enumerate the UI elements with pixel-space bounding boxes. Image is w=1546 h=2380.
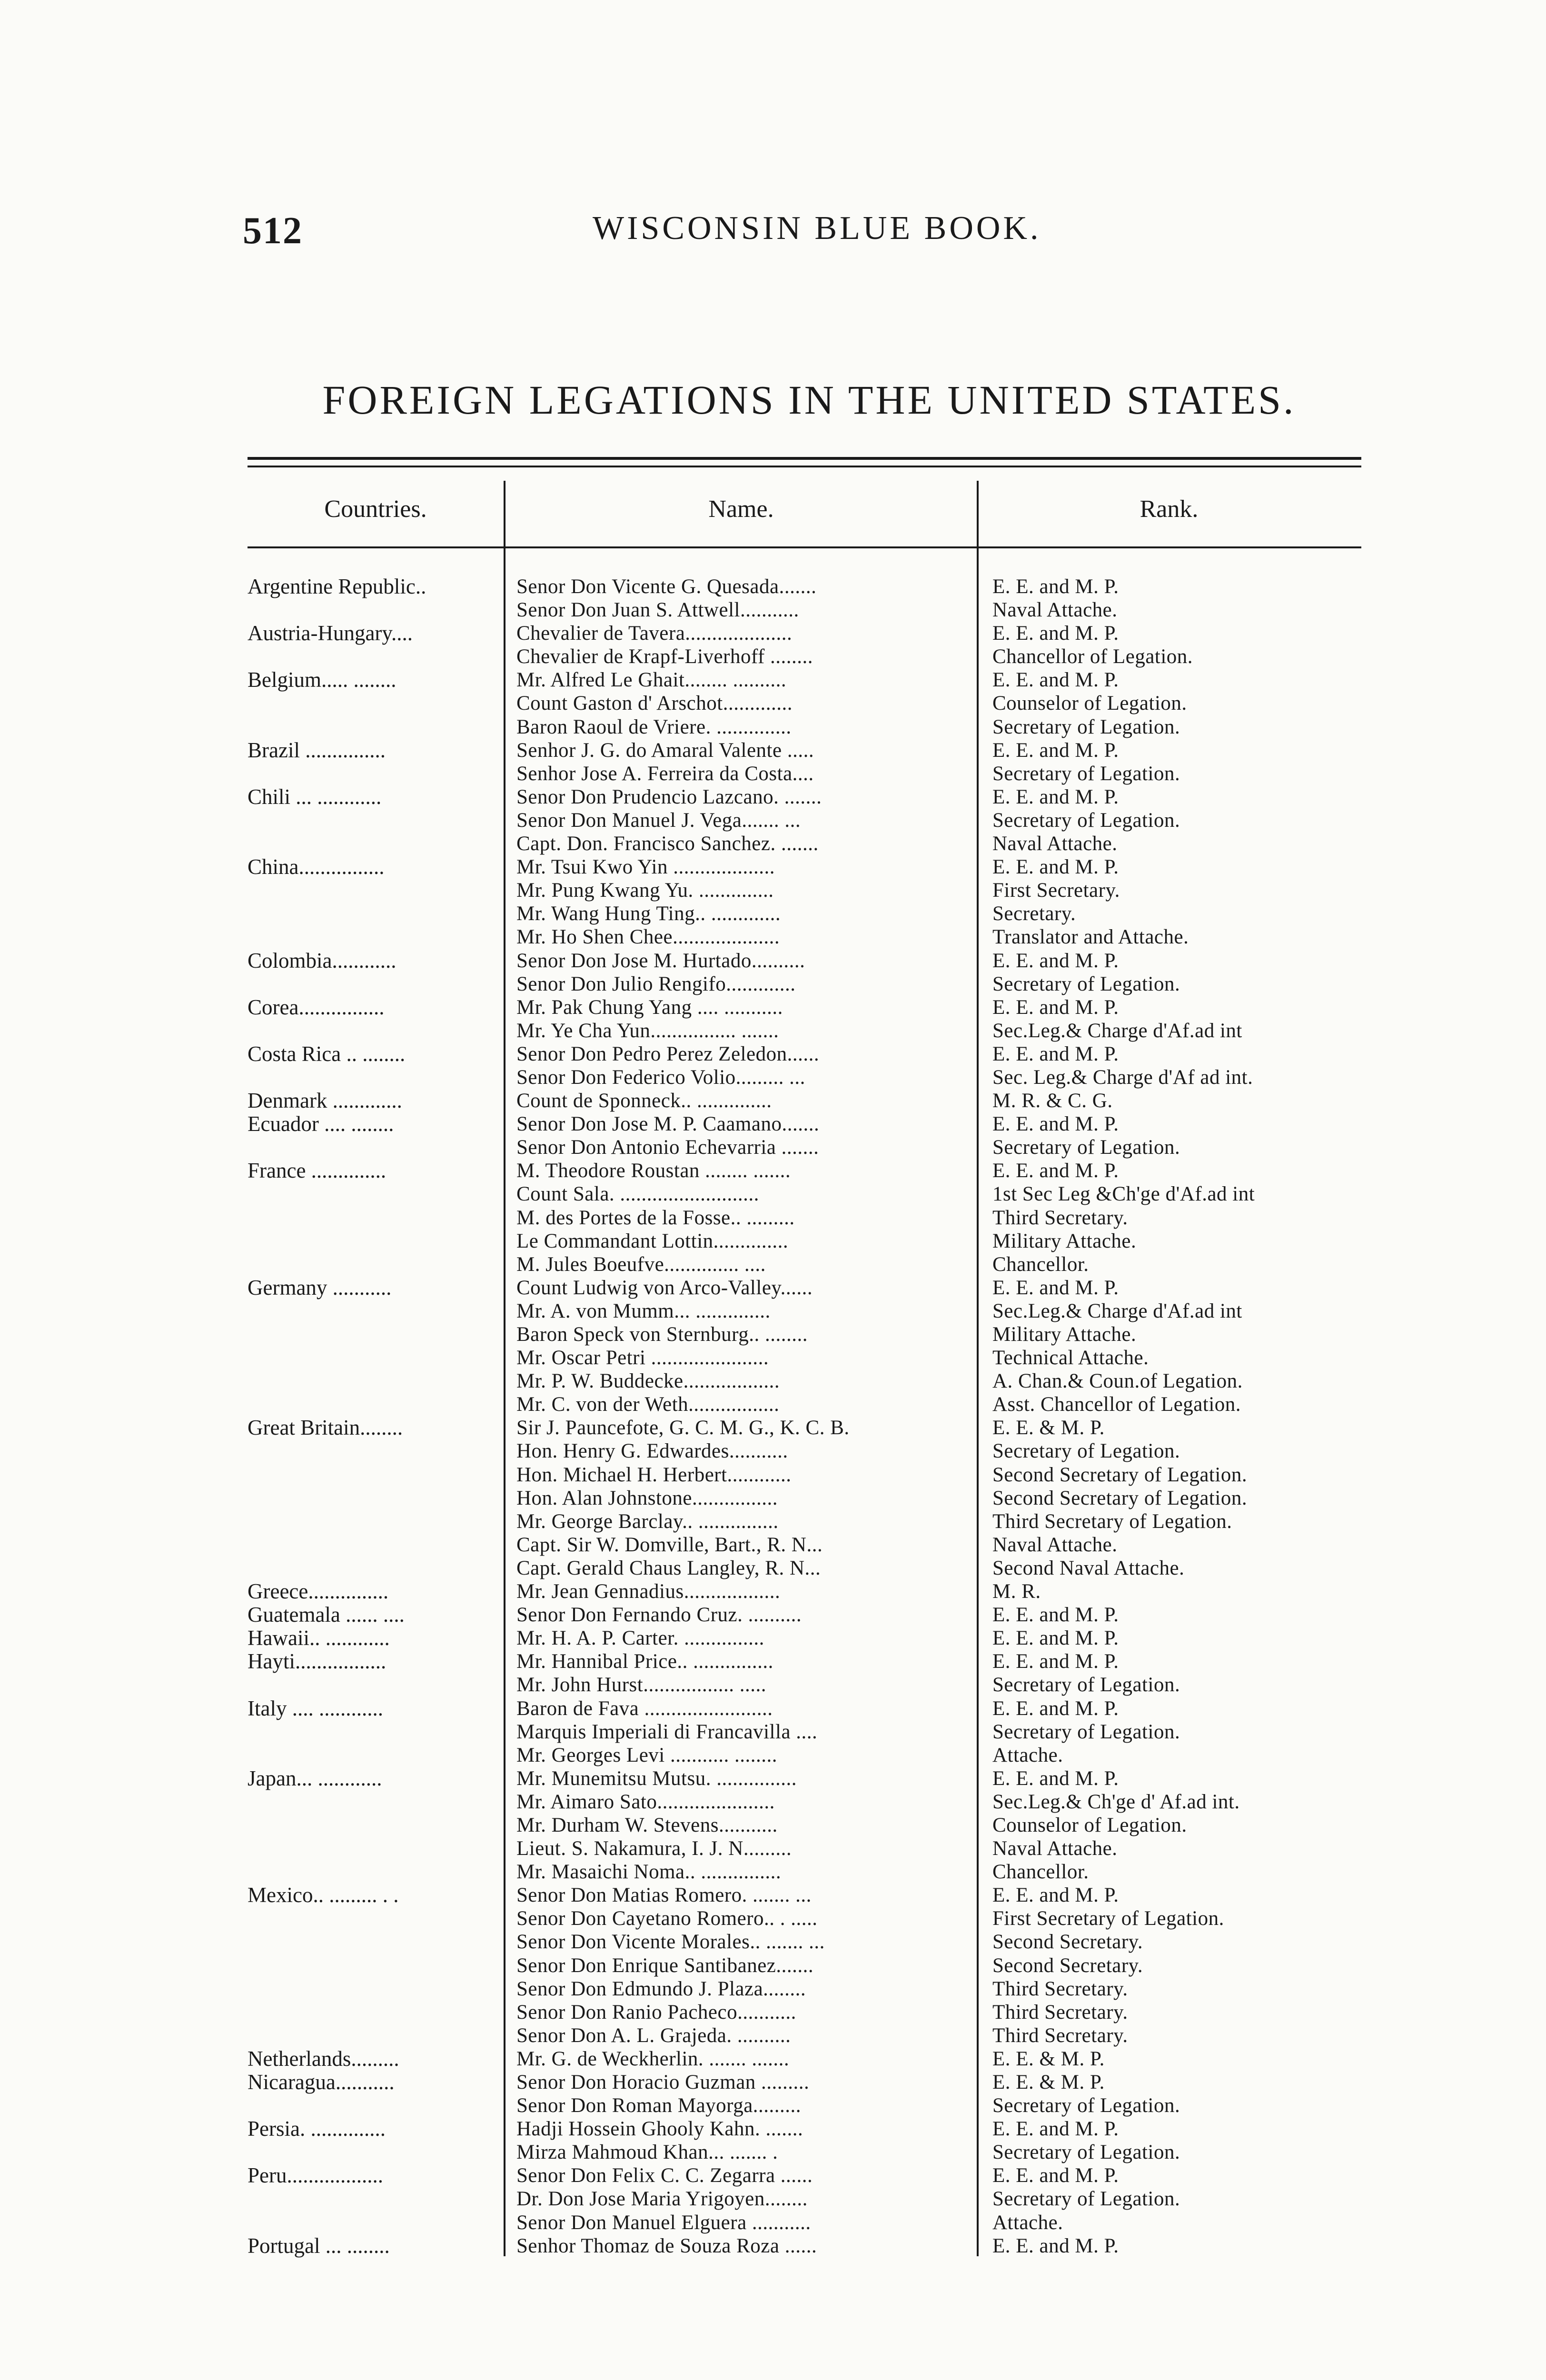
country-cell: [248, 1393, 500, 1416]
rank-cell: E. E. and M. P.: [992, 856, 1119, 879]
table-row: [248, 1977, 1366, 2001]
rank-cell: Secretary of Legation.: [992, 1720, 1180, 1743]
table-row: [248, 1673, 1366, 1696]
legations-table: [248, 575, 1366, 2258]
country-cell: [248, 2094, 500, 2117]
rank-cell: E. E. and M. P.: [992, 1113, 1119, 1136]
country-cell: [248, 972, 500, 996]
country-cell: [248, 1744, 500, 1767]
country-cell: [248, 1837, 500, 1860]
rank-cell: First Secretary.: [992, 879, 1120, 902]
country-cell: [248, 1673, 500, 1696]
table-row: [248, 949, 1366, 972]
country-cell: [248, 1463, 500, 1487]
country-cell: [248, 1954, 500, 1977]
country-cell: [248, 692, 500, 715]
name-cell: Mr. Oscar Petri ......................: [516, 1347, 769, 1369]
country-cell: Argentine Republic..: [248, 575, 426, 598]
name-cell: Mr. Pung Kwang Yu. ..............: [516, 879, 774, 902]
rank-cell: Secretary of Legation.: [992, 2188, 1180, 2211]
country-cell: [248, 1977, 500, 2001]
rank-cell: E. E. and M. P.: [992, 1697, 1119, 1720]
name-cell: Baron Speck von Sternburg.. ........: [516, 1323, 808, 1346]
country-cell: [248, 2024, 500, 2047]
name-cell: Senhor J. G. do Amaral Valente .....: [516, 739, 814, 762]
country-cell: Hawaii.. ............: [248, 1626, 390, 1650]
rank-cell: Naval Attache.: [992, 1837, 1118, 1860]
rank-cell: Naval Attache.: [992, 833, 1118, 855]
table-row: [248, 2071, 1366, 2094]
rank-cell: Third Secretary.: [992, 1206, 1128, 1229]
country-cell: Costa Rica .. ........: [248, 1042, 406, 1066]
table-row: [248, 1626, 1366, 1650]
rank-cell: Secretary of Legation.: [992, 1674, 1180, 1696]
rank-cell: M. R. & C. G.: [992, 1090, 1113, 1112]
rank-cell: E. E. and M. P.: [992, 949, 1119, 972]
rank-cell: 1st Sec Leg &Ch'ge d'Af.ad int: [992, 1183, 1255, 1206]
table-row: [248, 2234, 1366, 2258]
rank-cell: Attache.: [992, 2211, 1063, 2234]
table-row: [248, 1533, 1366, 1557]
table-row: [248, 575, 1366, 598]
country-cell: [248, 1136, 500, 1159]
name-cell: Lieut. S. Nakamura, I. J. N.........: [516, 1837, 792, 1860]
rank-cell: Chancellor.: [992, 1861, 1089, 1884]
rank-cell: Third Secretary.: [992, 2001, 1128, 2023]
country-cell: [248, 1487, 500, 1510]
country-cell: [248, 925, 500, 949]
name-cell: Mr. Munemitsu Mutsu. ...............: [516, 1767, 797, 1790]
rank-cell: E. E. and M. P.: [992, 1042, 1119, 1065]
table-row: [248, 925, 1366, 949]
name-cell: Mr. Tsui Kwo Yin ...................: [516, 856, 775, 879]
rank-cell: Secretary of Legation.: [992, 809, 1180, 832]
name-cell: Baron de Fava ........................: [516, 1697, 773, 1720]
name-cell: Mr. George Barclay.. ...............: [516, 1510, 779, 1533]
rank-cell: Secretary of Legation.: [992, 2141, 1180, 2164]
rank-cell: Translator and Attache.: [992, 926, 1189, 949]
country-cell: [248, 715, 500, 739]
name-cell: Hon. Henry G. Edwardes...........: [516, 1440, 788, 1463]
name-cell: Mr. H. A. P. Carter. ...............: [516, 1627, 764, 1650]
name-cell: Chevalier de Tavera....................: [516, 622, 793, 645]
country-cell: [248, 1533, 500, 1557]
table-row: [248, 1954, 1366, 1977]
table-row: [248, 2141, 1366, 2164]
country-cell: Great Britain........: [248, 1416, 403, 1440]
table-row: [248, 972, 1366, 996]
country-cell: Portugal ... ........: [248, 2234, 390, 2258]
name-cell: Capt. Gerald Chaus Langley, R. N...: [516, 1557, 821, 1579]
table-row: [248, 2211, 1366, 2234]
name-cell: Senor Don Roman Mayorga.........: [516, 2094, 802, 2117]
country-cell: [248, 902, 500, 925]
name-cell: Count Sala. ..........................: [516, 1183, 759, 1206]
table-row: [248, 1042, 1366, 1066]
name-cell: Hon. Michael H. Herbert............: [516, 1463, 792, 1486]
country-cell: [248, 762, 500, 785]
name-cell: Mr. A. von Mumm... ..............: [516, 1299, 771, 1322]
rank-cell: E. E. & M. P.: [992, 2047, 1105, 2070]
name-cell: Chevalier de Krapf-Liverhoff ........: [516, 645, 813, 668]
rank-cell: E. E. and M. P.: [992, 622, 1119, 645]
table-row: [248, 879, 1366, 902]
table-row: [248, 1323, 1366, 1346]
country-cell: Ecuador .... ........: [248, 1112, 394, 1136]
rank-cell: E. E. and M. P.: [992, 2234, 1119, 2257]
country-cell: Italy .... ............: [248, 1696, 383, 1720]
name-cell: Senor Don Matias Romero. ....... ...: [516, 1884, 812, 1907]
rank-cell: Secretary of Legation.: [992, 1136, 1180, 1159]
name-cell: Senhor Jose A. Ferreira da Costa....: [516, 762, 814, 785]
name-cell: Senor Don Horacio Guzman .........: [516, 2071, 810, 2093]
country-cell: Austria-Hungary....: [248, 622, 413, 645]
name-cell: Hadji Hossein Ghooly Kahn. .......: [516, 2118, 803, 2141]
table-row: [248, 1860, 1366, 1884]
name-cell: Count Gaston d' Arschot.............: [516, 692, 793, 715]
rank-cell: E. E. and M. P.: [992, 785, 1119, 808]
rank-cell: Asst. Chancellor of Legation.: [992, 1393, 1241, 1416]
country-cell: [248, 809, 500, 832]
table-row: [248, 1930, 1366, 1954]
country-cell: Persia. ..............: [248, 2117, 386, 2141]
table-row: [248, 1182, 1366, 1206]
country-cell: [248, 832, 500, 855]
table-row: [248, 1603, 1366, 1626]
country-cell: Chili ... ............: [248, 785, 382, 809]
name-cell: Mr. Hannibal Price.. ...............: [516, 1650, 773, 1673]
name-cell: Senor Don Jose M. Hurtado..........: [516, 949, 805, 972]
page-title: FOREIGN LEGATIONS IN THE UNITED STATES.: [322, 377, 1296, 423]
country-cell: France ..............: [248, 1159, 386, 1183]
name-cell: Senor Don Ranio Pacheco...........: [516, 2001, 796, 2023]
country-cell: Denmark .............: [248, 1089, 402, 1113]
name-cell: Count Ludwig von Arco-Valley......: [516, 1276, 813, 1299]
top-rule-thin: [248, 466, 1361, 467]
rank-cell: E. E. and M. P.: [992, 1604, 1119, 1626]
table-row: [248, 1510, 1366, 1533]
name-cell: Senor Don Juan S. Attwell...........: [516, 599, 799, 622]
rank-cell: Naval Attache.: [992, 1533, 1118, 1556]
name-cell: Mr. Durham W. Stevens...........: [516, 1814, 778, 1836]
name-cell: Sir J. Pauncefote, G. C. M. G., K. C. B.: [516, 1417, 850, 1439]
country-cell: [248, 1066, 500, 1089]
rank-cell: A. Chan.& Coun.of Legation.: [992, 1370, 1243, 1393]
country-cell: [248, 1253, 500, 1276]
table-row: [248, 1557, 1366, 1580]
table-row: [248, 1790, 1366, 1814]
rank-cell: Secretary of Legation.: [992, 715, 1180, 738]
country-cell: Belgium..... ........: [248, 668, 396, 692]
rank-cell: M. R.: [992, 1580, 1041, 1603]
name-cell: Senor Don Manuel J. Vega....... ...: [516, 809, 801, 832]
rank-cell: Second Naval Attache.: [992, 1557, 1185, 1579]
table-row: [248, 1230, 1366, 1253]
rank-cell: Third Secretary.: [992, 2024, 1128, 2047]
name-cell: Marquis Imperiali di Francavilla ....: [516, 1720, 818, 1743]
country-cell: [248, 1346, 500, 1369]
table-row: [248, 692, 1366, 715]
table-row: [248, 1439, 1366, 1463]
table-row: [248, 1580, 1366, 1603]
rank-cell: Chancellor of Legation.: [992, 645, 1193, 668]
country-cell: China................: [248, 855, 385, 879]
rank-cell: Attache.: [992, 1744, 1063, 1766]
country-cell: Greece...............: [248, 1580, 389, 1604]
rank-cell: Secretary of Legation.: [992, 1440, 1180, 1463]
country-cell: [248, 2187, 500, 2211]
rank-cell: E. E. and M. P.: [992, 2164, 1119, 2187]
name-cell: Mr. Jean Gennadius..................: [516, 1580, 781, 1603]
table-row: [248, 996, 1366, 1019]
table-row: [248, 1463, 1366, 1487]
country-cell: [248, 1930, 500, 1954]
country-cell: [248, 598, 500, 622]
country-cell: [248, 879, 500, 902]
rank-cell: First Secretary of Legation.: [992, 1907, 1224, 1930]
name-cell: Mirza Mahmoud Khan... ....... .: [516, 2141, 778, 2164]
rank-cell: Sec.Leg.& Charge d'Af.ad int: [992, 1299, 1242, 1322]
name-cell: M. Jules Boeufve.............. ....: [516, 1253, 766, 1276]
rank-cell: E. E. and M. P.: [992, 2118, 1119, 2141]
name-cell: Mr. Alfred Le Ghait........ ..........: [516, 669, 787, 692]
country-cell: Netherlands.........: [248, 2047, 399, 2071]
table-row: [248, 1136, 1366, 1159]
country-cell: [248, 1907, 500, 1930]
table-row: [248, 762, 1366, 785]
country-cell: Brazil ...............: [248, 738, 386, 762]
table-row: [248, 1837, 1366, 1860]
table-row: [248, 1159, 1366, 1182]
rank-cell: Second Secretary.: [992, 1931, 1143, 1954]
rank-cell: Secretary of Legation.: [992, 2094, 1180, 2117]
name-cell: Mr. P. W. Buddecke..................: [516, 1370, 780, 1393]
running-head: WISCONSIN BLUE BOOK.: [593, 210, 1041, 247]
table-row: [248, 2047, 1366, 2071]
table-row: [248, 1276, 1366, 1299]
rank-cell: Secretary.: [992, 902, 1076, 925]
table-row: [248, 2117, 1366, 2141]
country-cell: [248, 1230, 500, 1253]
country-cell: Colombia............: [248, 949, 396, 972]
rank-cell: E. E. and M. P.: [992, 1160, 1119, 1182]
rank-cell: Secretary of Legation.: [992, 972, 1180, 995]
name-cell: Mr. Aimaro Sato......................: [516, 1790, 775, 1813]
rank-cell: Military Attache.: [992, 1323, 1137, 1346]
table-row: [248, 1650, 1366, 1673]
table-row: [248, 1697, 1366, 1720]
country-cell: [248, 1860, 500, 1884]
country-cell: Hayti.................: [248, 1650, 386, 1674]
country-cell: [248, 1323, 500, 1346]
rank-cell: E. E. and M. P.: [992, 1650, 1119, 1673]
rank-cell: E. E. & M. P.: [992, 1417, 1105, 1439]
name-cell: Senor Don A. L. Grajeda. ..........: [516, 2024, 791, 2047]
name-cell: Senor Don Julio Rengifo.............: [516, 972, 796, 995]
rank-cell: Naval Attache.: [992, 599, 1118, 622]
name-cell: Senor Don Fernando Cruz. ..........: [516, 1604, 802, 1626]
rank-cell: E. E. and M. P.: [992, 1276, 1119, 1299]
name-cell: Mr. C. von der Weth.................: [516, 1393, 780, 1416]
table-row: [248, 739, 1366, 762]
country-cell: Guatemala ...... ....: [248, 1603, 405, 1627]
name-cell: Senor Don Felix C. C. Zegarra ......: [516, 2164, 813, 2187]
country-cell: [248, 1720, 500, 1744]
rank-cell: E. E. and M. P.: [992, 996, 1119, 1019]
country-cell: Peru..................: [248, 2164, 383, 2188]
table-row: [248, 715, 1366, 739]
name-cell: Senor Don Pedro Perez Zeledon......: [516, 1042, 820, 1065]
name-cell: Senor Don Antonio Echevarria .......: [516, 1136, 819, 1159]
country-cell: Japan... ............: [248, 1766, 382, 1790]
table-row: [248, 855, 1366, 879]
name-cell: Senor Don Vicente G. Quesada.......: [516, 575, 817, 598]
rank-cell: Technical Attache.: [992, 1347, 1149, 1369]
table-row: [248, 785, 1366, 809]
name-cell: M. des Portes de la Fosse.. .........: [516, 1206, 795, 1229]
rank-cell: E. E. and M. P.: [992, 669, 1119, 692]
name-cell: M. Theodore Roustan ........ .......: [516, 1160, 791, 1182]
top-rule: [248, 457, 1361, 460]
table-row: [248, 1206, 1366, 1230]
rank-cell: Secretary of Legation.: [992, 762, 1180, 785]
table-row: [248, 2187, 1366, 2211]
table-row: [248, 598, 1366, 622]
column-header-rank: Rank.: [1140, 496, 1199, 523]
name-cell: Senor Don Enrique Santibanez.......: [516, 1954, 814, 1977]
name-cell: Senor Don Vicente Morales.. ....... ...: [516, 1931, 825, 1954]
name-cell: Senor Don Prudencio Lazcano. .......: [516, 785, 822, 808]
table-row: [248, 622, 1366, 645]
country-cell: Corea................: [248, 995, 385, 1019]
page-header: [243, 209, 1371, 262]
table-row: [248, 668, 1366, 692]
rank-cell: E. E. and M. P.: [992, 1767, 1119, 1790]
country-cell: [248, 1557, 500, 1580]
rank-cell: Sec.Leg.& Charge d'Af.ad int: [992, 1019, 1242, 1042]
rank-cell: E. E. and M. P.: [992, 1884, 1119, 1907]
country-cell: [248, 2001, 500, 2024]
name-cell: Dr. Don Jose Maria Yrigoyen........: [516, 2188, 808, 2211]
table-row: [248, 1744, 1366, 1767]
country-cell: [248, 1510, 500, 1533]
name-cell: Baron Raoul de Vriere. ..............: [516, 715, 792, 738]
rank-cell: E. E. & M. P.: [992, 2071, 1105, 2093]
rank-cell: Chancellor.: [992, 1253, 1089, 1276]
table-row: [248, 1393, 1366, 1416]
name-cell: Senor Don Federico Volio......... ...: [516, 1066, 805, 1089]
country-cell: [248, 1369, 500, 1393]
table-row: [248, 1884, 1366, 1907]
rank-cell: Second Secretary of Legation.: [992, 1463, 1248, 1486]
table-row: [248, 1019, 1366, 1042]
name-cell: Senhor Thomaz de Souza Roza ......: [516, 2234, 817, 2257]
rank-cell: Counselor of Legation.: [992, 1814, 1187, 1836]
table-row: [248, 1907, 1366, 1930]
name-cell: Senor Don Cayetano Romero.. . .....: [516, 1907, 818, 1930]
rank-cell: Third Secretary.: [992, 1977, 1128, 2000]
table-row: [248, 645, 1366, 668]
table-row: [248, 1112, 1366, 1136]
header-rule: [248, 546, 1361, 548]
rank-cell: E. E. and M. P.: [992, 739, 1119, 762]
name-cell: Capt. Sir W. Domville, Bart., R. N...: [516, 1533, 823, 1556]
name-cell: Mr. Wang Hung Ting.. .............: [516, 902, 781, 925]
country-cell: Nicaragua...........: [248, 2071, 395, 2094]
table-row: [248, 2024, 1366, 2047]
country-cell: Germany ...........: [248, 1276, 392, 1299]
table-row: [248, 1299, 1366, 1323]
name-cell: Senor Don Edmundo J. Plaza........: [516, 1977, 806, 2000]
rank-cell: Counselor of Legation.: [992, 692, 1187, 715]
table-row: [248, 2164, 1366, 2187]
table-row: [248, 1720, 1366, 1744]
rank-cell: E. E. and M. P.: [992, 575, 1119, 598]
country-cell: [248, 1206, 500, 1230]
country-cell: [248, 1790, 500, 1814]
rank-cell: Second Secretary.: [992, 1954, 1143, 1977]
rank-cell: Second Secretary of Legation.: [992, 1487, 1248, 1509]
country-cell: [248, 2211, 500, 2234]
table-row: [248, 1416, 1366, 1439]
table-row: [248, 1253, 1366, 1276]
column-header-name: Name.: [708, 496, 774, 523]
column-header-countries: Countries.: [324, 496, 427, 523]
name-cell: Capt. Don. Francisco Sanchez. .......: [516, 833, 819, 855]
name-cell: Count de Sponneck.. ..............: [516, 1090, 772, 1112]
table-row: [248, 1767, 1366, 1790]
country-cell: [248, 1439, 500, 1463]
name-cell: Mr. Pak Chung Yang .... ...........: [516, 996, 783, 1019]
country-cell: [248, 1814, 500, 1837]
name-cell: Mr. Georges Levi ........... ........: [516, 1744, 777, 1766]
table-row: [248, 1066, 1366, 1089]
name-cell: Mr. Ye Cha Yun................ .......: [516, 1019, 779, 1042]
page-number: 512: [243, 210, 303, 252]
rank-cell: Third Secretary of Legation.: [992, 1510, 1232, 1533]
table-row: [248, 2001, 1366, 2024]
table-row: [248, 1487, 1366, 1510]
rank-cell: Sec. Leg.& Charge d'Af ad int.: [992, 1066, 1253, 1089]
country-cell: Mexico.. ......... . .: [248, 1884, 399, 1907]
rank-cell: Military Attache.: [992, 1230, 1137, 1252]
country-cell: [248, 645, 500, 668]
name-cell: Hon. Alan Johnstone................: [516, 1487, 778, 1509]
table-row: [248, 1089, 1366, 1112]
country-cell: [248, 2141, 500, 2164]
name-cell: Mr. Masaichi Noma.. ...............: [516, 1861, 782, 1884]
name-cell: Le Commandant Lottin..............: [516, 1230, 789, 1252]
country-cell: [248, 1019, 500, 1042]
table-row: [248, 1369, 1366, 1393]
table-row: [248, 1346, 1366, 1369]
name-cell: Senor Don Jose M. P. Caamano.......: [516, 1113, 820, 1136]
table-row: [248, 832, 1366, 855]
table-row: [248, 1814, 1366, 1837]
name-cell: Senor Don Manuel Elguera ...........: [516, 2211, 811, 2234]
name-cell: Mr. G. de Weckherlin. ....... .......: [516, 2047, 790, 2070]
table-row: [248, 902, 1366, 925]
country-cell: [248, 1182, 500, 1206]
name-cell: Mr. Ho Shen Chee....................: [516, 926, 780, 949]
table-row: [248, 809, 1366, 832]
country-cell: [248, 1299, 500, 1323]
table-row: [248, 2094, 1366, 2117]
name-cell: Mr. John Hurst................. .....: [516, 1674, 766, 1696]
rank-cell: Sec.Leg.& Ch'ge d' Af.ad int.: [992, 1790, 1240, 1813]
rank-cell: E. E. and M. P.: [992, 1627, 1119, 1650]
